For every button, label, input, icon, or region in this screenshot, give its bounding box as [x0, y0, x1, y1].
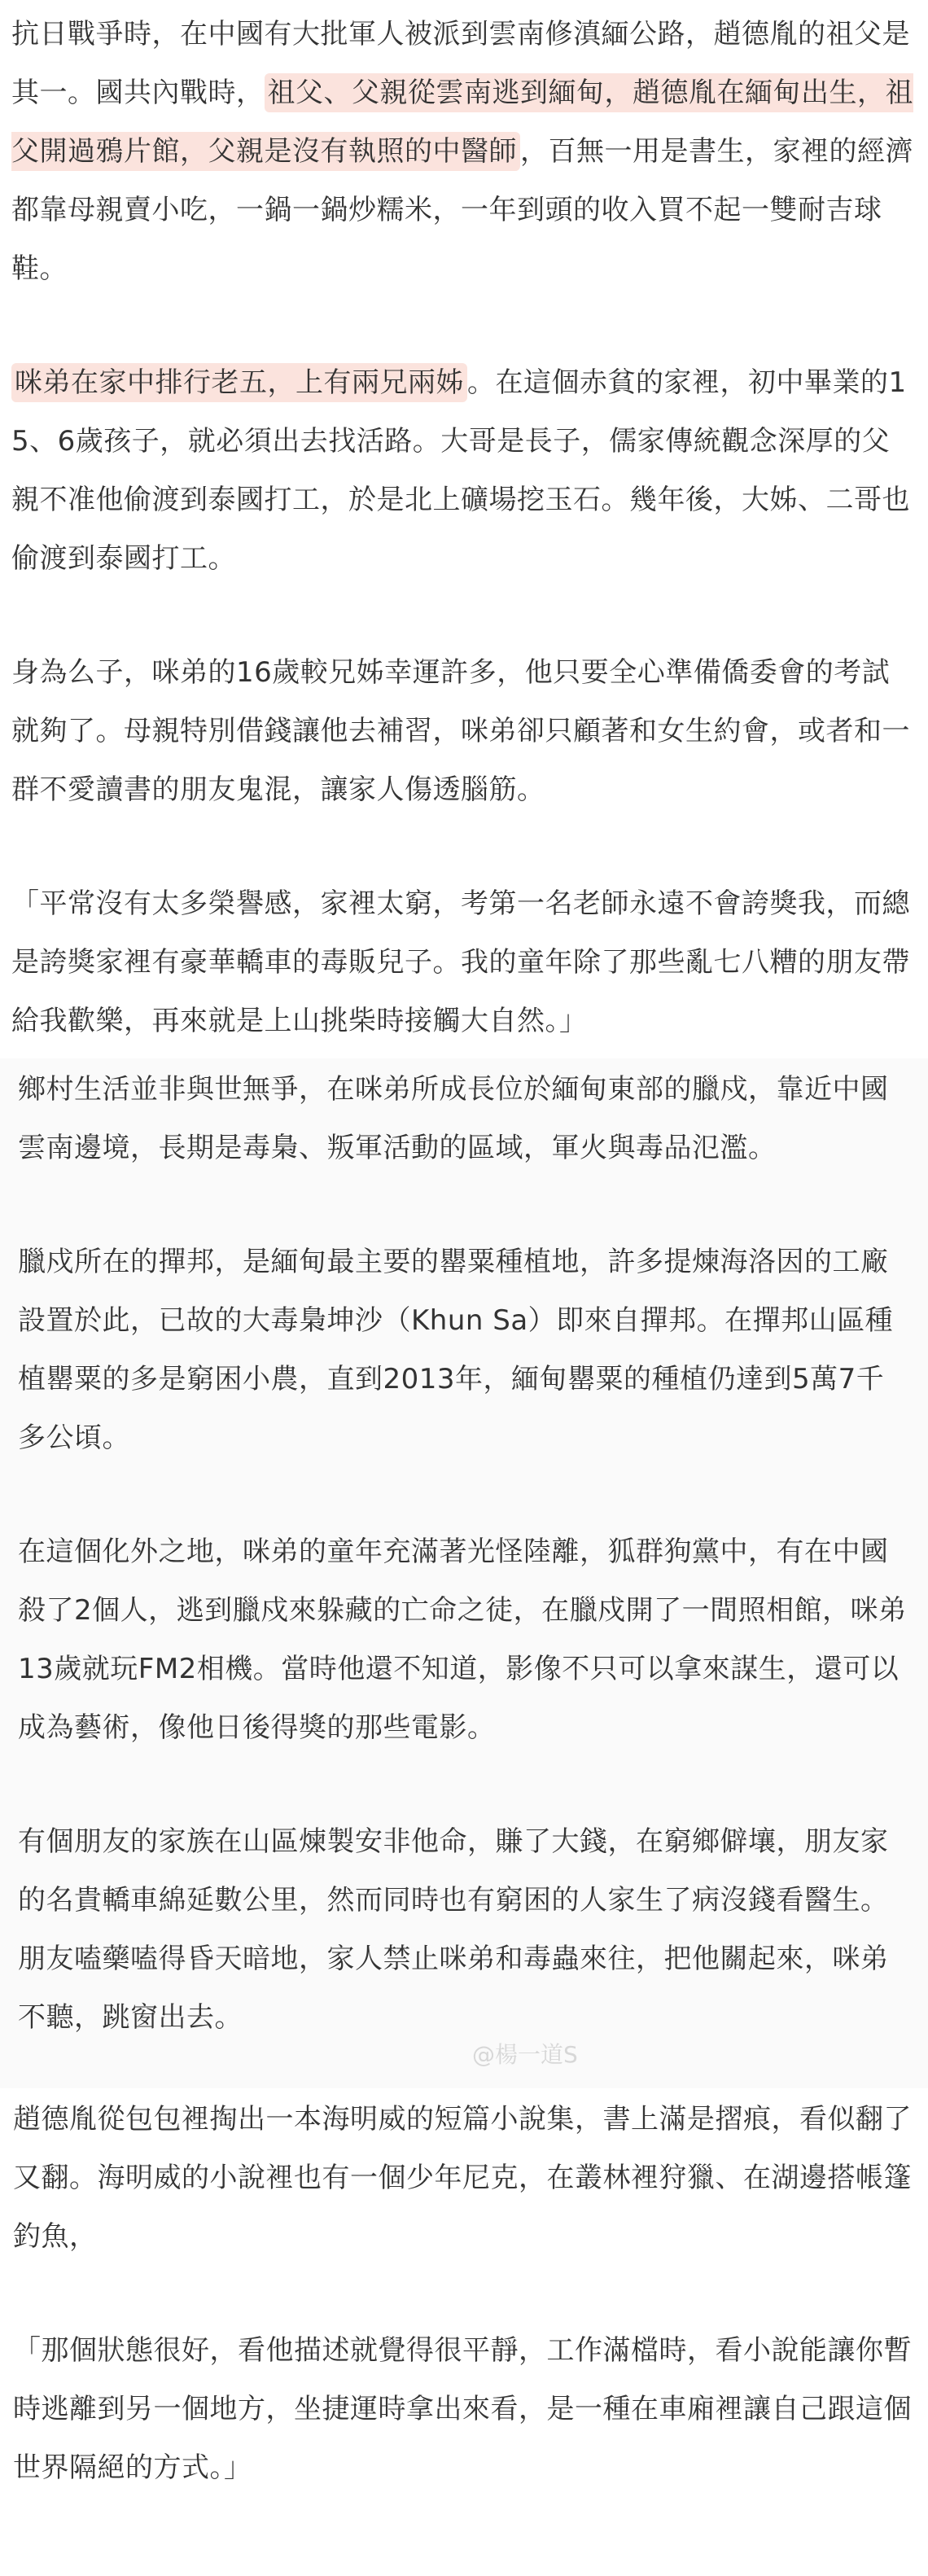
paragraph-youngest-son: 身為么子，咪弟的16歲較兄姊幸運許多，他只要全心準備僑委會的考試就夠了。母親特別借錢讓他去補習，咪弟卻只顧著和女生約會，或者和一群不愛讀書的朋友鬼混，讓家人傷透腦筋。: [11, 656, 910, 806]
paragraph-family-siblings: [0, 353, 928, 588]
article-section-2: [0, 1058, 928, 2088]
paragraph-text: 。在這個赤貧的家裡，初中畢業的15、6歲孩子，就必須出去找活路。大哥是長子，儒家傳統觀念深厚的父親不准他偷渡到泰國打工，於是北上礦場挖玉石。幾年後，大姊、二哥也偷渡到泰國打工。: [11, 366, 910, 575]
paragraph-quote-reading: 「那個狀態很好，看他描述就覺得很平靜，工作滿檔時，看小說能讓你暫時逃離到另一個地方，坐捷運時拿出來看，是一種在車廂裡讓自己跟這個世界隔絕的方式。」: [13, 2334, 912, 2484]
paragraph-photo-studio: 在這個化外之地，咪弟的童年充滿著光怪陸離，狐群狗黨中，有在中國殺了2個人，逃到臘戍來躲藏的亡命之徒，在臘戍開了一間照相館，咪弟13歲就玩FM2相機。當時他還不知道，影像不只可以拿來謀生，還可以成為藝術，像他日後得獎的那些電影。: [18, 1536, 907, 1744]
article-section-3: [0, 2088, 928, 2576]
paragraph-hemingway-book: 趙德胤從包包裡掏出一本海明威的短篇小說集，書上滿是摺痕，看似翻了又翻。海明威的小說裡也有一個少年尼克，在叢林裡狩獵、在湖邊搭帳篷釣魚，: [13, 2103, 912, 2253]
paragraph-friend-family: 有個朋友的家族在山區煉製安非他命，賺了大錢，在窮鄉僻壤，朋友家的名貴轎車綿延數公里，然而同時也有窮困的人家生了病沒錢看醫生。朋友嗑藥嗑得昏天暗地，家人禁止咪弟和毒蟲來往，把他關起來，咪弟不聽，跳窗出去。: [18, 1825, 889, 2034]
weibo-watermark: @楊一道S: [472, 2041, 578, 2068]
paragraph-quote-childhood: 「平常沒有太多榮譽感，家裡太窮，考第一名老師永遠不會誇獎我，而總是誇獎家裡有豪華轎車的毒販兒子。我的童年除了那些亂七八糟的朋友帶給我歡樂，再來就是上山挑柴時接觸大自然。」: [11, 887, 910, 1037]
paragraph-shan-state-opium: 臘戍所在的撣邦，是緬甸最主要的罌粟種植地，許多提煉海洛因的工廠設置於此，已故的大毒梟坤沙（Khun Sa）即來自撣邦。在撣邦山區種植罌粟的多是窮困小農，直到2013年，緬甸罌粟的種植仍達到5萬7千多公頃。: [18, 1246, 894, 1454]
highlighted-text: 咪弟在家中排行老五，上有兩兄兩姊: [11, 363, 467, 402]
paragraph-text: 抗日戰爭時，在中國有大批軍人被派到雲南修滇緬公路，趙德胤的祖父是其一。國共內戰時，: [11, 18, 910, 109]
paragraph-grandfather-history: [0, 5, 928, 298]
paragraph-text: ，百無一用是書生，家裡的經濟都靠母親賣小吃，一鍋一鍋炒糯米，一年到頭的收入買不起一雙耐吉球鞋。: [11, 135, 913, 285]
paragraph-lashio-region: 鄉村生活並非與世無爭，在咪弟所成長位於緬甸東部的臘戍，靠近中國雲南邊境，長期是毒梟、叛軍活動的區域，軍火與毒品氾濫。: [18, 1073, 889, 1164]
article-section-1: [0, 0, 928, 1058]
highlighted-text: 祖父、父親從雲南逃到緬甸，趙德胤在緬甸出生，祖父開過鴉片館，父親是沒有執照的中醫師: [11, 73, 913, 171]
